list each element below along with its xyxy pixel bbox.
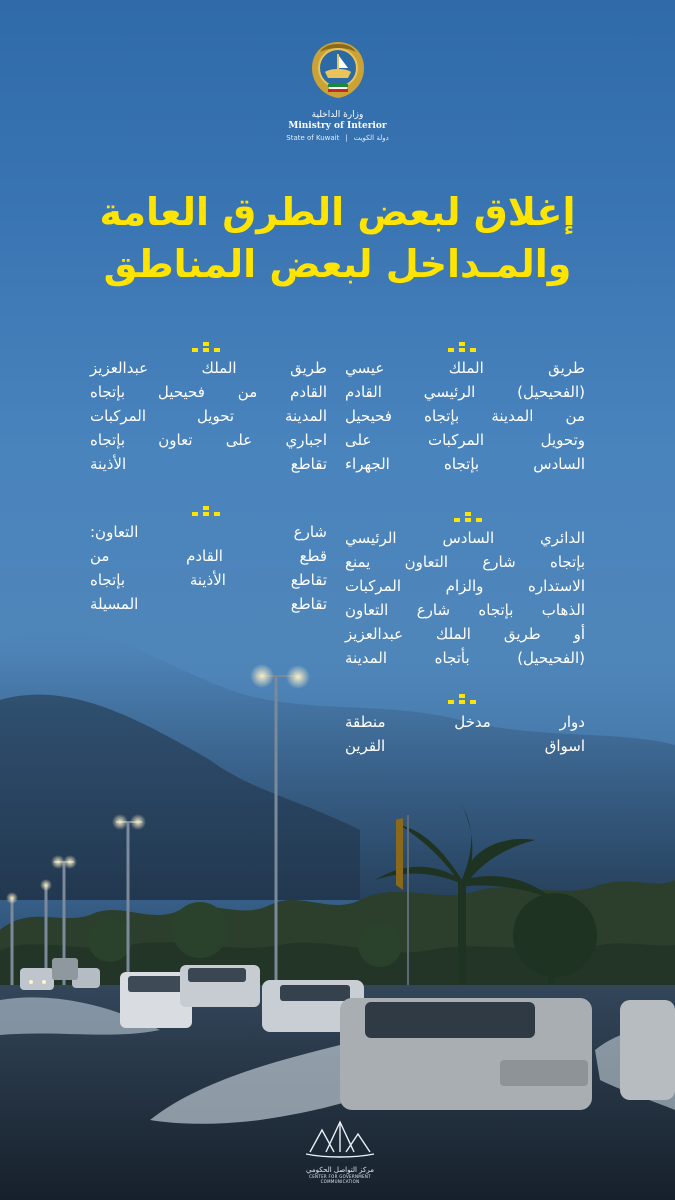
closure-line: (الفحيحيل) بأتجاه المدينة — [345, 649, 585, 667]
closure-line: اجباري على تعاون بإتجاه — [90, 431, 327, 449]
closure-line: القادم من فحيحيل بإتجاه — [90, 383, 327, 401]
closure-line: بإتجاه شارع التعاون يمنع — [345, 553, 585, 571]
government-communication-logo — [300, 1112, 380, 1184]
closure-line: (الفحيحيل) الرئيسي القادم — [345, 383, 585, 401]
closure-line: اسواق القرين — [345, 737, 585, 755]
closure-line: طريق الملك عبدالعزيز — [90, 359, 327, 377]
closure-item — [345, 356, 585, 476]
closure-item — [345, 710, 585, 758]
bullet-dots-icon — [448, 342, 476, 352]
closure-line: أو طريق الملك عبدالعزيز — [345, 625, 585, 643]
bullet-dots-icon — [448, 694, 476, 704]
bullet-dots-icon — [192, 342, 220, 352]
closure-line: وتحويل المركبات على — [345, 431, 585, 449]
closure-line: تقاطع المسيلة — [90, 595, 327, 613]
headline-line-2: والمـداخل لبعض المناطق — [103, 242, 572, 286]
kuwait-emblem-icon — [306, 38, 370, 102]
closure-item — [90, 356, 327, 476]
footer-org-ar: مركز التواصل الحكومي — [306, 1166, 374, 1174]
closure-line: شارع التعاون: — [90, 523, 327, 541]
state-name-ar: دولة الكويت — [353, 134, 389, 142]
closure-line: تقاطع الأذينة — [90, 455, 327, 473]
state-separator: | — [345, 134, 348, 142]
closure-line: من المدينة بإتجاه فحيحيل — [345, 407, 585, 425]
closure-line: الذهاب بإتجاه شارع التعاون — [345, 601, 585, 619]
state-line — [0, 134, 675, 142]
closure-line: المدينة تحويل المركبات — [90, 407, 327, 425]
closure-item — [90, 520, 327, 616]
closure-item — [345, 526, 585, 670]
headline — [0, 186, 675, 290]
ministry-name-ar: وزارة الداخلية — [311, 110, 364, 120]
closure-line: الاستداره والزام المركبات — [345, 577, 585, 595]
closure-line: تقاطع الأذينة بإتجاه — [90, 571, 327, 589]
closure-line: دوار مدخل منطقة — [345, 713, 585, 731]
ministry-header — [0, 38, 675, 142]
sail-logo-icon — [300, 1112, 380, 1160]
ministry-name-en: Ministry of Interior — [288, 121, 387, 131]
closure-line: قطع القادم من — [90, 547, 327, 565]
headline-line-1: إغلاق لبعض الطرق العامة — [99, 190, 576, 234]
bullet-dots-icon — [192, 506, 220, 516]
closure-line: طريق الملك عيسي — [345, 359, 585, 377]
footer-org-en: CENTER FOR GOVERNMENT COMMUNICATION — [309, 1174, 371, 1184]
closure-line: الدائري السادس الرئيسي — [345, 529, 585, 547]
closure-line: السادس بإتجاه الجهراء — [345, 455, 585, 473]
bullet-dots-icon — [454, 512, 482, 522]
state-name-en: State of Kuwait — [286, 134, 340, 142]
